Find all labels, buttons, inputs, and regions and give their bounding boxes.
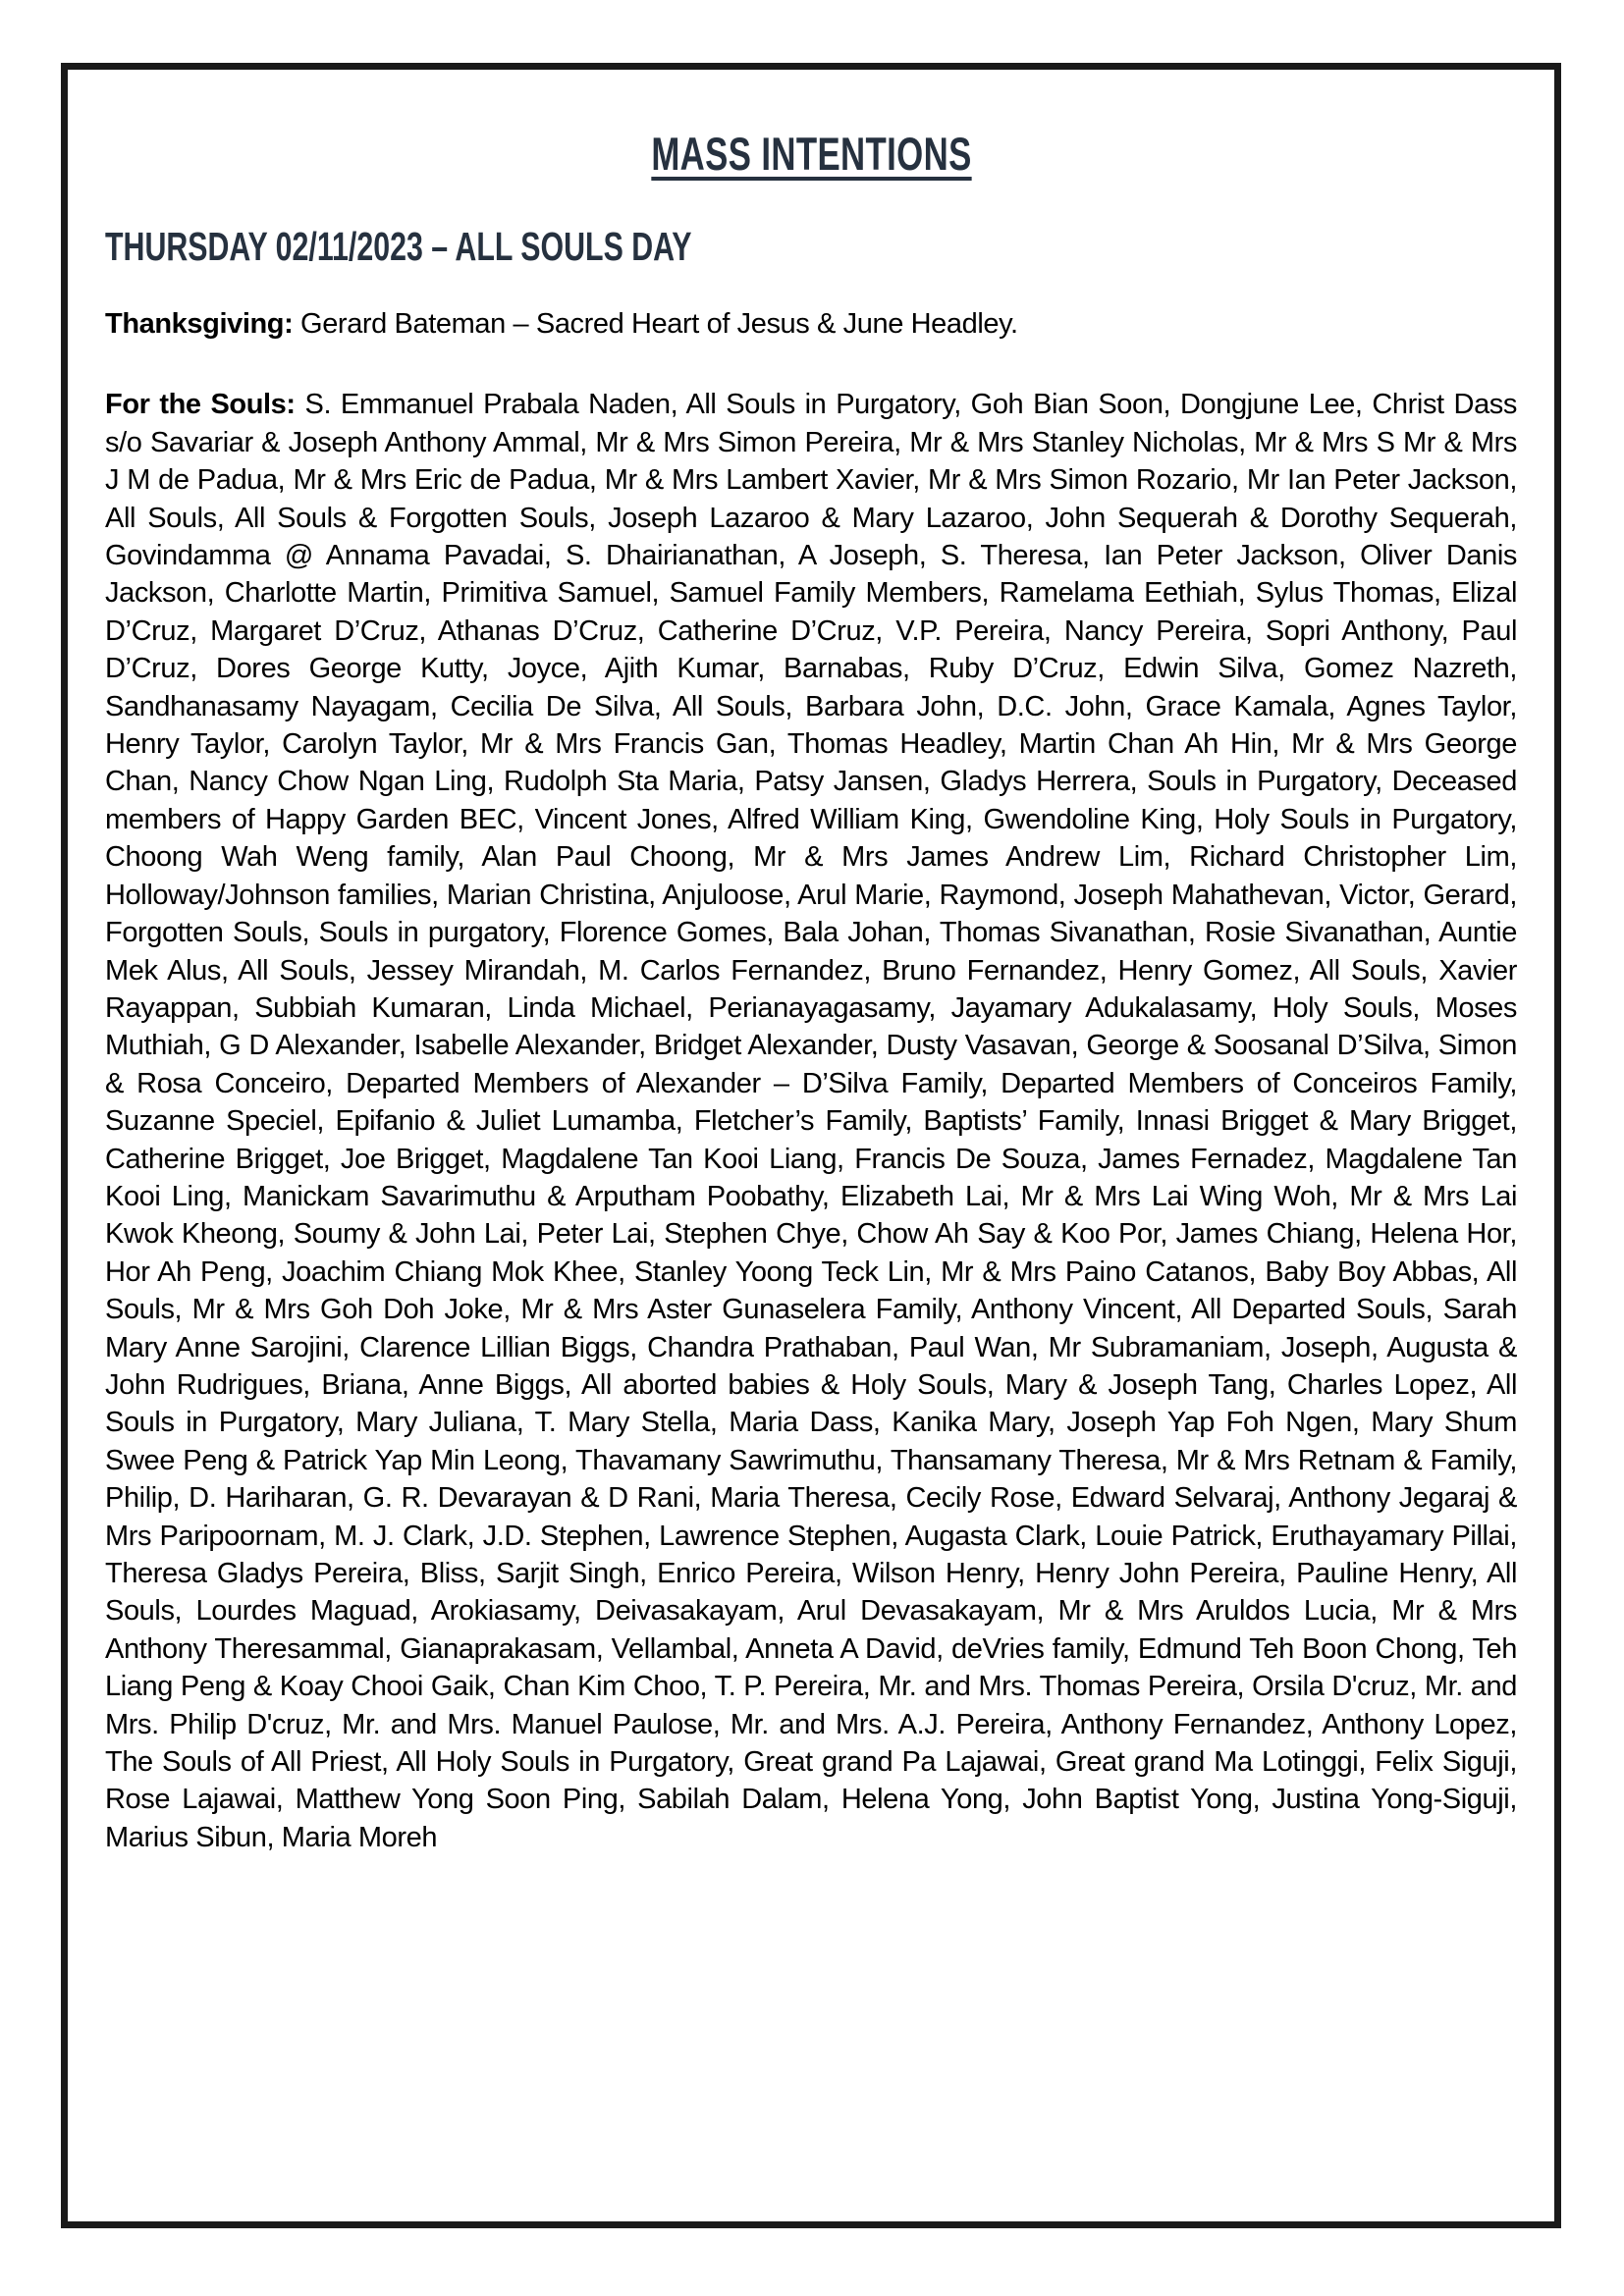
thanksgiving-label: Thanksgiving: bbox=[105, 308, 294, 340]
document-title: MASS INTENTIONS bbox=[650, 128, 972, 180]
souls-text: S. Emmanuel Prabala Naden, All Souls in Purgatory, Goh Bian Soon, Dongjune Lee, Christ Dass s/o Savariar & Joseph Anthony Ammal, Mr & Mrs Simon Pereira, Mr & Mrs Stanley Nicholas, Mr & Mrs S Mr & Mrs J M de Padua, Mr & Mrs Eric de Padua, Mr & Mrs Lambert Xavier, Mr & Mrs Simon Rozario, Mr Ian Peter Jackson, All Souls, All Souls & Forgotten Souls, Joseph Lazaroo & Mary Lazaroo, John Sequerah & Dorothy Sequerah, Govindamma @ Annama Pavadai, S. Dhairianathan, A Joseph, S. Theresa, Ian Peter Jackson, Oliver Danis Jackson, Charlotte Martin, Primitiva Samuel, Samuel Family Members, Ramelama Eethiah, Sylus Thomas, Elizal D’Cruz, Margaret D’Cruz, Athanas D’Cruz, Catherine D’Cruz, V.P. Pereira, Nancy Pereira, Sopri Anthony, Paul D’Cruz, Dores George Kutty, Joyce, Ajith Kumar, Barnabas, Ruby D’Cruz, Edwin Silva, Gomez Nazreth, Sandhanasamy Nayagam, Cecilia De Silva, All Souls, Barbara John, D.C. John, Grace Kamala, Agnes Taylor, Henry Taylor, Carolyn Taylor, Mr & Mrs Francis Gan, Thomas Headley, Martin Chan Ah Hin, Mr & Mrs George Chan, Nancy Chow Ngan Ling, Rudolph Sta Maria, Patsy Jansen, Gladys Herrera, Souls in Purgatory, Deceased members of Happy Garden BEC, Vincent Jones, Alfred William King, Gwendoline King, Holy Souls in Purgatory, Choong Wah Weng family, Alan Paul Choong, Mr & Mrs James Andrew Lim, Richard Christopher Lim, Holloway/Johnson families, Marian Christina, Anjuloose, Arul Marie, Raymond, Joseph Mahathevan, Victor, Gerard, Forgotten Souls, Souls in purgatory, Florence Gomes, Bala Johan, Thomas Sivanathan, Rosie Sivanathan, Auntie Mek Alus, All Souls, Jessey Mirandah, M. Carlos Fernandez, Bruno Fernandez, Henry Gomez, All Souls, Xavier Rayappan, Subbiah Kumaran, Linda Michael, Perianayagasamy, Jayamary Adukalasamy, Holy Souls, Moses Muthiah, G D Alexander, Isabelle Alexander, Bridget Alexander, Dusty Vasavan, George & Soosanal D’Silva, Simon & Rosa Conceiro, Departed Members of Alexander – D’Silva Family, Departed Members of Conceiros Family, Suzanne Speciel, Epifanio & Juliet Lumamba, Fletcher’s Family, Baptists’ Family, Innasi Brigget & Mary Brigget, Catherine Brigget, Joe Brigget, Magdalene Tan Kooi Liang, Francis De Souza, James Fernadez, Magdalene Tan Kooi Ling, Manickam Savarimuthu & Arputham Poobathy, Elizabeth Lai, Mr & Mrs Lai Wing Woh, Mr & Mrs Lai Kwok Kheong, Soumy & John Lai, Peter Lai, Stephen Chye, Chow Ah Say & Koo Por, James Chiang, Helena Hor, Hor Ah Peng, Joachim Chiang Mok Khee, Stanley Yoong Teck Lin, Mr & Mrs Paino Catanos, Baby Boy Abbas, All Souls, Mr & Mrs Goh Doh Joke, Mr & Mrs Aster Gunaselera Family, Anthony Vincent, All Departed Souls, Sarah Mary Anne Sarojini, Clarence Lillian Biggs, Chandra Prathaban, Paul Wan, Mr Subramaniam, Joseph, Augusta & John Rudrigues, Briana, Anne Biggs, All aborted babies & Holy Souls, Mary & Joseph Tang, Charles Lopez, All Souls in Purgatory, Mary Juliana, T. Mary Stella, Maria Dass, Kanika Mary, Joseph Yap Foh Ngen, Mary Shum Swee Peng & Patrick Yap Min Leong, Thavamany Sawrimuthu, Thansamany Theresa, Mr & Mrs Retnam & Family, Philip, D. Hariharan, G. R. Devarayan & D Rani, Maria Theresa, Cecily Rose, Edward Selvaraj, Anthony Jegaraj & Mrs Paripoornam, M. J. Clark, J.D. Stephen, Lawrence Stephen, Augasta Clark, Louie Patrick, Eruthayamary Pillai, Theresa Gladys Pereira, Bliss, Sarjit Singh, Enrico Pereira, Wilson Henry, Henry John Pereira, Pauline Henry, All Souls, Lourdes Maguad, Arokiasamy, Deivasakayam, Arul Devasakayam, Mr & Mrs Aruldos Lucia, Mr & Mrs Anthony Theresammal, Gianaprakasam, Vellambal, Anneta A David, deVries family, Edmund Teh Boon Chong, Teh Liang Peng & Koay Chooi Gaik, Chan Kim Choo, T. P. Pereira, Mr. and Mrs. Thomas Pereira, Orsila D'cruz, Mr. and Mrs. Philip D'cruz, Mr. and Mrs. Manuel Paulose, Mr. and Mrs. A.J. Pereira, Anthony Fernandez, Anthony Lopez, The Souls of All Priest, All Holy Souls in Purgatory, Great grand Pa Lajawai, Great grand Ma Lotinggi, Felix Siguji, Rose Lajawai, Matthew Yong Soon Ping, Sabilah Dalam, Helena Yong, John Baptist Yong, Justina Yong-Siguji, Marius Sibun, Maria Moreh bbox=[105, 389, 1517, 1853]
day-heading: THURSDAY 02/11/2023 – ALL SOULS DAY bbox=[105, 224, 692, 269]
souls-label: For the Souls: bbox=[105, 389, 296, 421]
title-row bbox=[105, 127, 1517, 181]
thanksgiving-text: Gerard Bateman – Sacred Heart of Jesus & June Headley. bbox=[300, 308, 1018, 340]
souls-paragraph bbox=[105, 386, 1517, 1856]
thanksgiving-paragraph bbox=[105, 305, 1517, 343]
page-border bbox=[61, 63, 1561, 2228]
